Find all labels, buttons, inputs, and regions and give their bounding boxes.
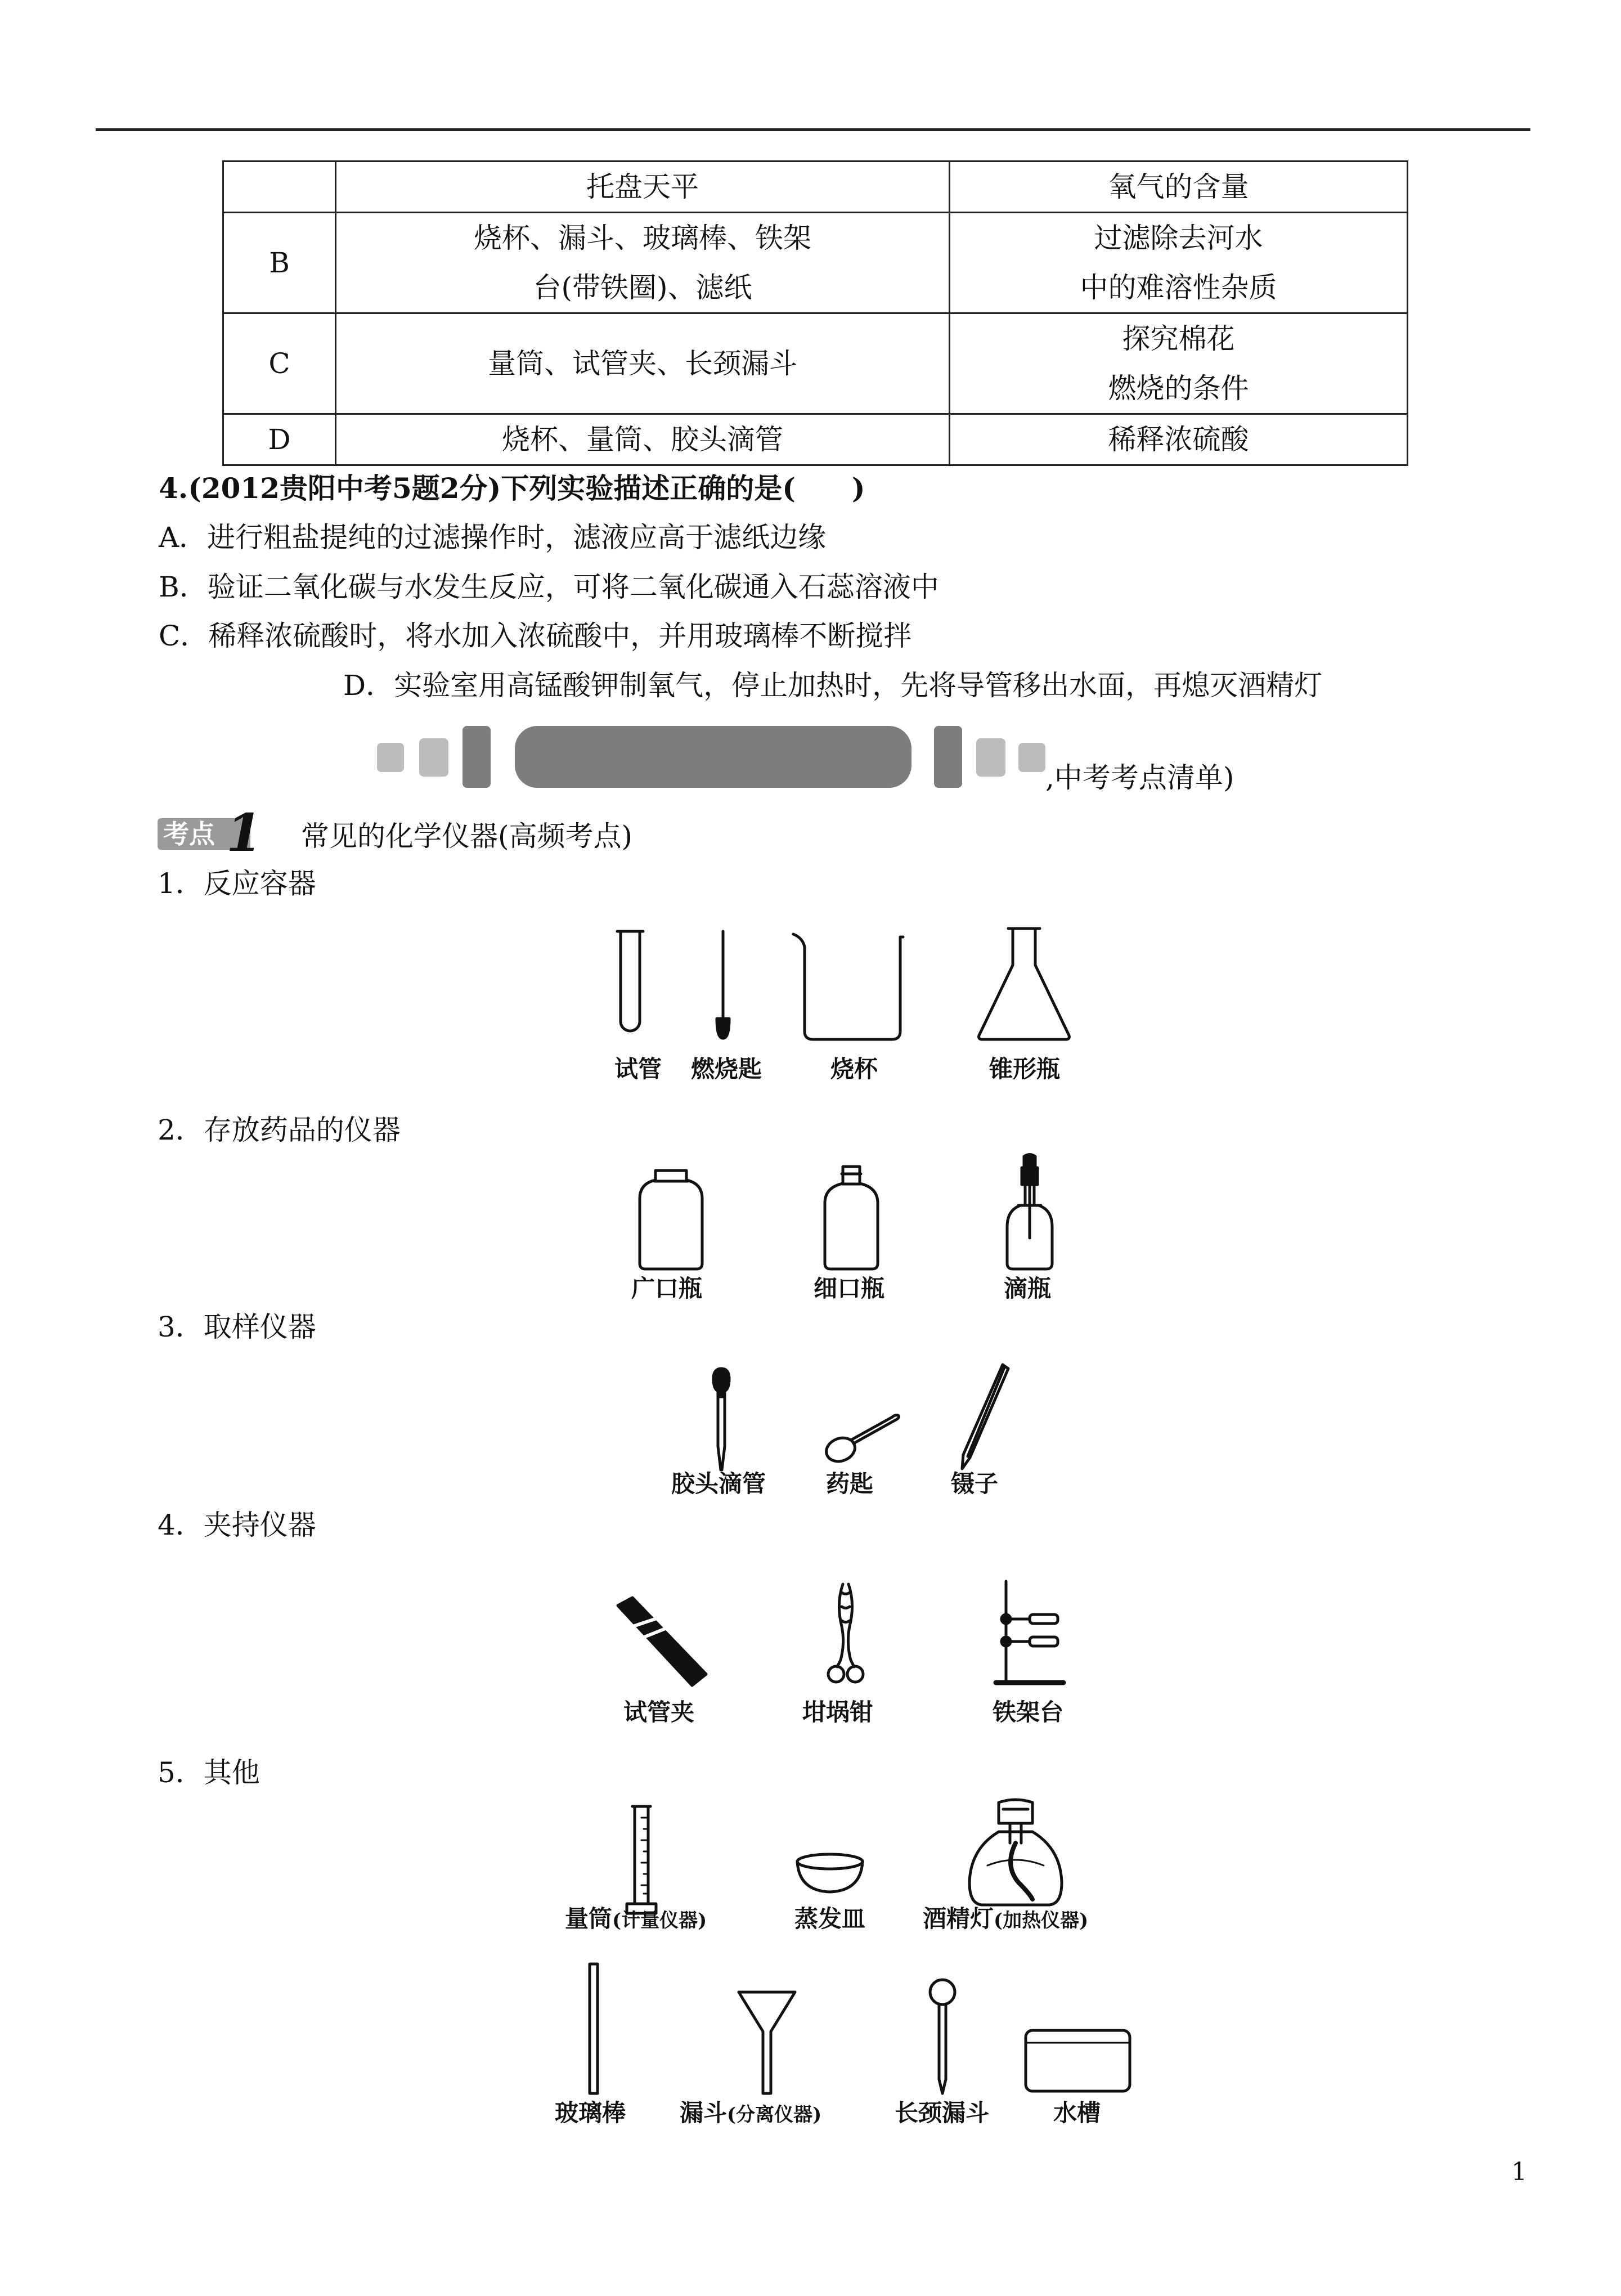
item-label: 锥形瓶: [989, 1055, 1061, 1083]
beaker-icon: [791, 931, 914, 1044]
item-label: 铁架台: [993, 1698, 1064, 1726]
section-title: 1．反应容器: [158, 867, 316, 900]
table-cell-key: D: [223, 414, 336, 465]
table-cell-key: B: [223, 213, 336, 313]
table-cell-apparatus: 烧杯、漏斗、玻璃棒、铁架 台(带铁圈)、滤纸: [336, 213, 950, 313]
table-cell-key: C: [223, 313, 336, 414]
question-4-stem: 4.(2012贵阳中考5题2分)下列实验描述正确的是( ): [159, 472, 865, 505]
rubber-dropper-icon: [710, 1367, 733, 1472]
test-tube-holder-icon: [613, 1595, 709, 1688]
item-label: 坩埚钳: [802, 1698, 874, 1726]
table-cell-apparatus: 烧杯、量筒、胶头滴管: [336, 414, 950, 465]
item-label: 漏斗(分离仪器): [680, 2099, 822, 2127]
item-label: 滴瓶: [1004, 1275, 1052, 1302]
kaodian-badge: 考点 1: [158, 815, 270, 853]
question-4-option-c: C．稀释浓硫酸时，将水加入浓硫酸中，并用玻璃棒不断搅拌: [159, 620, 912, 652]
item-label: 试管: [614, 1055, 662, 1083]
narrow-mouth-bottle-icon: [820, 1164, 882, 1272]
dropper-bottle-icon: [1002, 1154, 1058, 1272]
section-title: 3．取样仪器: [158, 1311, 316, 1343]
item-label: 玻璃棒: [555, 2099, 626, 2127]
alcohol-lamp-icon: [965, 1798, 1066, 1911]
item-label: 镊子: [951, 1470, 999, 1497]
kaodian-title: 常见的化学仪器(高频考点): [301, 820, 633, 853]
table-row: [223, 414, 1408, 465]
medicine-spoon-icon: [823, 1412, 901, 1466]
graduated-cylinder-icon: [625, 1804, 670, 1916]
table-cell-purpose: 探究棉花 燃烧的条件: [950, 313, 1408, 414]
tweezers-icon: [951, 1362, 1013, 1472]
table-cell-purpose: 过滤除去河水 中的难溶性杂质: [950, 213, 1408, 313]
item-label: 细口瓶: [814, 1275, 885, 1302]
conical-flask-icon: [973, 926, 1075, 1044]
item-label: 长颈漏斗: [895, 2099, 990, 2127]
funnel-icon: [736, 1989, 798, 2096]
apparatus-table: [222, 160, 1408, 466]
iron-stand-icon: [990, 1578, 1069, 1688]
item-label: 试管夹: [623, 1698, 695, 1726]
section-title: 2．存放药品的仪器: [158, 1114, 401, 1146]
table-cell-purpose: 稀释浓硫酸: [950, 414, 1408, 465]
question-4-option-b: B．验证二氧化碳与水发生反应，可将二氧化碳通入石蕊溶液中: [159, 571, 939, 603]
section-title: 5．其他: [158, 1756, 260, 1789]
long-neck-funnel-icon: [926, 1978, 959, 2096]
test-tube-icon: [610, 929, 650, 1041]
item-label: 胶头滴管: [671, 1470, 766, 1497]
table-row: [223, 162, 1408, 213]
item-label: 酒精灯(加热仪器): [923, 1905, 1089, 1932]
header-rule: [96, 128, 1530, 131]
page-number: 1: [1511, 2158, 1527, 2186]
item-label: 燃烧匙: [691, 1055, 762, 1083]
glass-rod-icon: [585, 1961, 602, 2096]
evaporating-dish-icon: [793, 1851, 866, 1896]
item-label: 水槽: [1053, 2099, 1101, 2127]
table-cell-purpose: 氧气的含量: [950, 162, 1408, 213]
table-row: [223, 313, 1408, 414]
item-label: 药匙: [826, 1470, 874, 1497]
table-cell-apparatus: 量筒、试管夹、长颈漏斗: [336, 313, 950, 414]
item-label: 量筒(计量仪器): [565, 1905, 707, 1932]
section-title: 4．夹持仪器: [158, 1509, 316, 1541]
table-cell-apparatus: 托盘天平: [336, 162, 950, 213]
question-4-option-d: D．实验室用高锰酸钾制氧气，停止加热时，先将导管移出水面，再熄灭酒精灯: [343, 669, 1323, 702]
item-label: 蒸发皿: [794, 1905, 866, 1932]
item-label: 烧杯: [830, 1055, 878, 1083]
wide-mouth-bottle-icon: [636, 1168, 706, 1272]
combustion-spoon-icon: [709, 929, 737, 1041]
banner-title: ,中考考点清单): [1045, 761, 1234, 794]
question-4-option-a: A．进行粗盐提纯的过滤操作时，滤液应高于滤纸边缘: [159, 521, 827, 554]
section-banner: [377, 726, 1052, 788]
table-row: [223, 213, 1408, 313]
table-cell-key: [223, 162, 336, 213]
water-trough-icon: [1021, 2026, 1134, 2096]
crucible-tongs-icon: [826, 1581, 865, 1691]
item-label: 广口瓶: [631, 1275, 703, 1302]
